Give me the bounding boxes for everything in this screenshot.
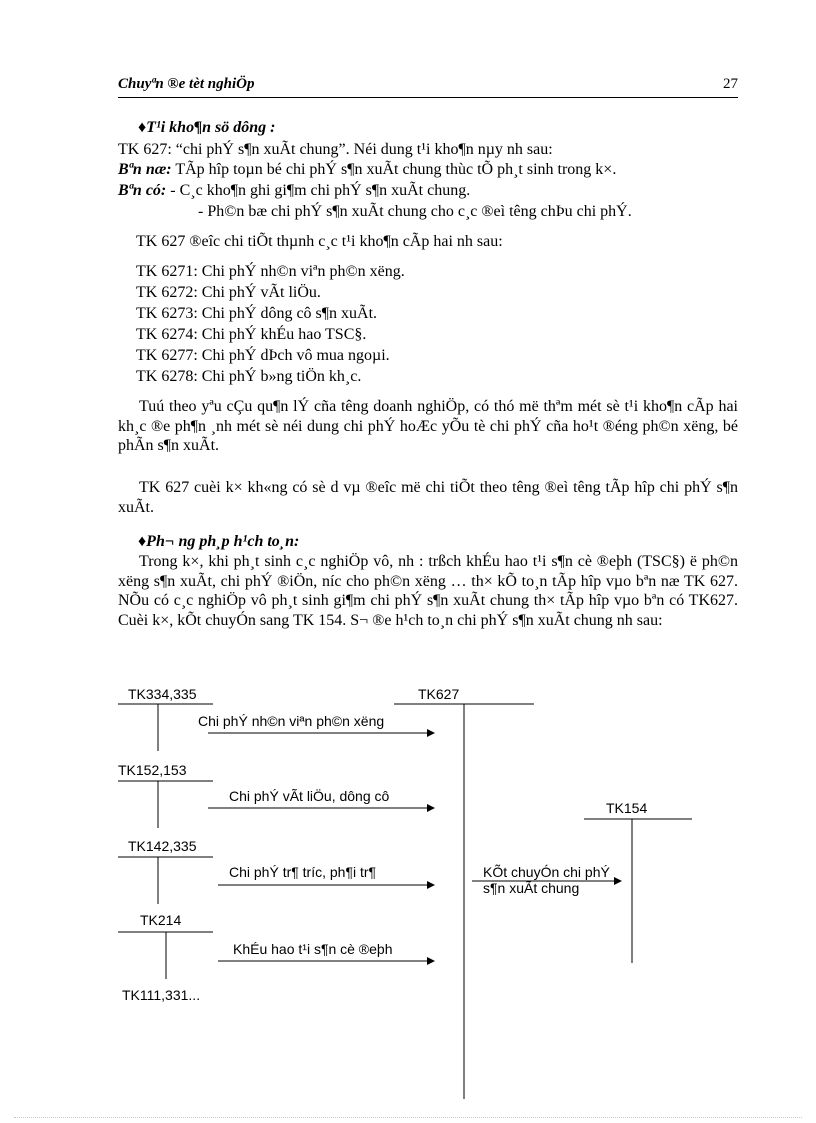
debit-side-text: TÃp hîp toµn bé chi phÝ s¶n xuÃt chung thùc tÕ ph¸t sinh trong k×.	[171, 161, 617, 178]
credit-side-line	[118, 181, 470, 200]
tk-account-label: TK142,335	[128, 838, 197, 854]
tk-account-label: TK334,335	[128, 686, 197, 702]
credit-side-label: Bªn có:	[118, 182, 167, 199]
section-heading-accounts: ♦T¹i kho¶n sö dông :	[138, 119, 276, 136]
tk154-label: TK154	[606, 800, 648, 816]
account-item: TK 6278: Chi phÝ b»ng tiÖn kh¸c.	[136, 368, 362, 385]
account-item: TK 6272: Chi phÝ vÃt liÖu.	[136, 284, 321, 301]
section-heading-method: ♦Ph¬ ng ph¸p h¹ch to¸n:	[138, 533, 300, 550]
arrow-label: Chi phÝ tr¶ tríc, ph¶i tr¶	[229, 864, 377, 880]
tk627-label: TK627	[418, 686, 460, 702]
paragraph-method: Trong k×, khi ph¸t sinh c¸c nghiÖp vô, nh : trßch khÉu hao t¹i s¶n cè ®eþh (TSC§) ë ph©n xëng s¶n xuÃt, chi phÝ ®iÖn, níc cho ph©n xëng … th× kÕ to¸n tÃp hîp vµo bªn næ TK 627. NÕu có c¸c nghiÖp vô ph¸t sinh gi¶m chi phÝ s¶n xuÃt chung th× tÃp hîp vµo bªn có TK627. Cuèi k×, kÕt chuyÓn sang TK 154. S¬ ®e h¹ch to¸n chi phÝ s¶n xuÃt chung nh sau:	[118, 553, 738, 629]
tk-account-label: TK152,153	[118, 762, 187, 778]
tk627-subaccounts-intro: TK 627 ®eîc chi tiÕt thµnh c¸c t¹i kho¶n cÃp hai nh sau:	[136, 233, 503, 250]
debit-side-line	[118, 160, 616, 179]
page-header	[118, 76, 738, 98]
account-item: TK 6274: Chi phÝ khÉu hao TSC§.	[136, 326, 367, 343]
account-item: TK 6277: Chi phÝ dÞch vô mua ngoµi.	[136, 347, 390, 364]
arrow-label: KhÉu hao t¹i s¶n cè ®eþh	[233, 941, 393, 957]
arrow-label: Chi phÝ nh©n viªn ph©n xëng	[198, 713, 385, 729]
credit-side-text: - C¸c kho¶n ghi gi¶m chi phÝ s¶n xuÃt chung.	[166, 182, 471, 199]
credit-side-allocation: - Ph©n bæ chi phÝ s¶n xuÃt chung cho c¸c ®eì têng chÞu chi phÝ.	[198, 203, 632, 220]
account-item: TK 6271: Chi phÝ nh©n viªn ph©n xëng.	[136, 263, 405, 280]
tk-account-label: TK111,331...	[122, 987, 201, 1003]
tk627-description: TK 627: “chi phÝ s¶n xuÃt chung”. Néi dung t¹i kho¶n nµy nh sau:	[118, 141, 553, 158]
page-number: 27	[723, 76, 738, 92]
header-title: Chuyªn ®e tèt nghiÖp	[118, 76, 255, 92]
transfer-note: KÕt chuyÓn chi phÝ s¶n xuÃt chung	[483, 864, 610, 896]
paragraph-subaccounts: Tuú theo yªu cÇu qu¶n lÝ cña têng doanh nghiÖp, có thó më thªm mét sè t¹i kho¶n cÃp hai kh¸c ®e ph¶n ¸nh mét sè néi dung chi phÝ hoÆc yÕu tè chi phÝ cña ho¹t ®éng ph©n xëng, bé phÃn s¶n xuÃt.	[118, 398, 738, 454]
paragraph-no-balance: TK 627 cuèi k× kh«ng có sè d vµ ®eîc më chi tiÕt theo têng ®eì têng tÃp hîp chi phÝ s¶n xuÃt.	[118, 479, 738, 516]
page-bottom-border	[14, 1117, 802, 1118]
account-item: TK 6273: Chi phÝ dông cô s¶n xuÃt.	[136, 305, 378, 322]
arrow-label: Chi phÝ vÃt liÖu, dông cô	[229, 788, 390, 804]
tk-account-label: TK214	[140, 912, 182, 928]
debit-side-label: Bªn næ:	[118, 161, 172, 178]
